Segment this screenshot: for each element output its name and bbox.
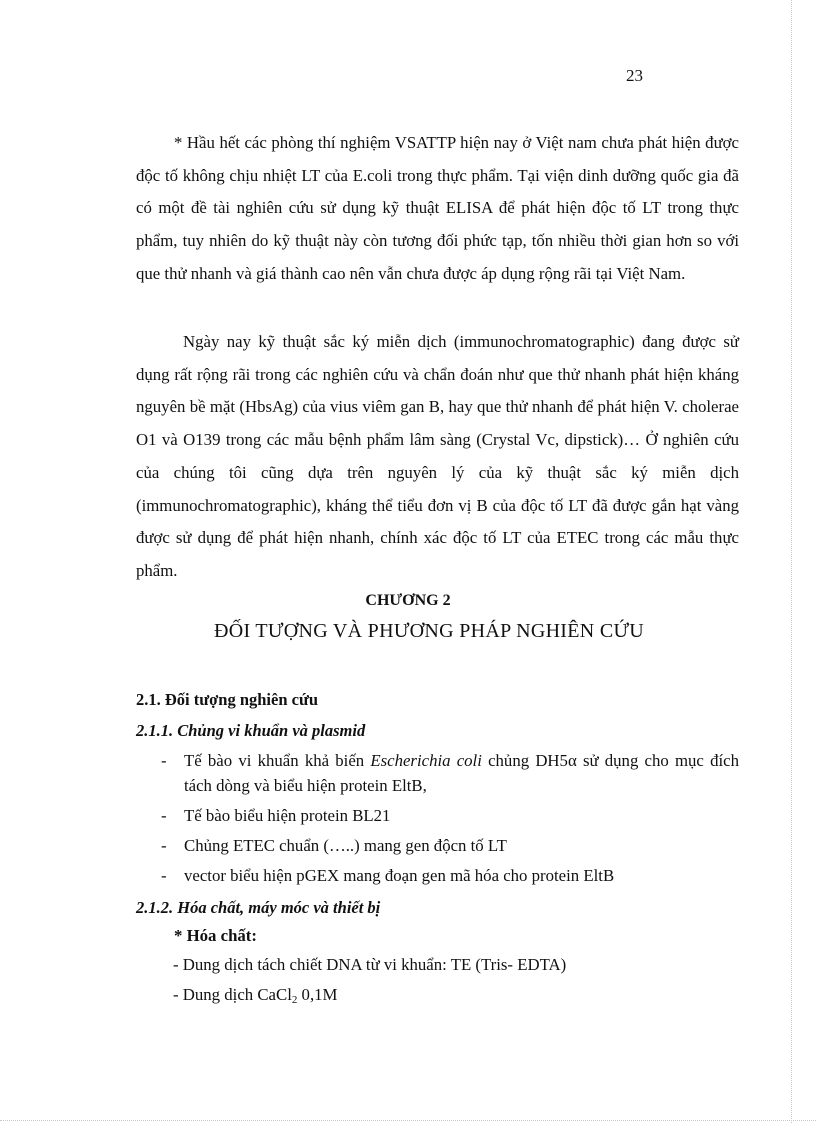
section-heading-2-1-2: 2.1.2. Hóa chất, máy móc và thiết bị	[136, 898, 381, 917]
page-border-bottom	[0, 1120, 816, 1121]
strain-list	[136, 748, 739, 893]
chemicals-heading: * Hóa chất:	[174, 926, 257, 945]
species-name: Escherichia coli	[370, 751, 482, 770]
chapter-title: ĐỐI TƯỢNG VÀ PHƯƠNG PHÁP NGHIÊN CỨU	[214, 620, 645, 642]
list-item: - Tế bào biểu hiện protein BL21	[136, 803, 739, 828]
bullet-dash: -	[161, 751, 167, 770]
bullet-dash: -	[161, 806, 167, 825]
list-item: - Tế bào vi khuẩn khả biến Escherichia coli chủng DH5α sử dụng cho mục đích tách dòng và biểu hiện protein EltB,	[136, 748, 739, 798]
list-item: - vector biểu hiện pGEX mang đoạn gen mã hóa cho protein EltB	[136, 863, 739, 888]
chemical-item: - Dung dịch CaCl$_2$ 0,1M	[173, 985, 338, 1006]
list-item: - Chủng ETEC chuẩn (…..) mang gen độcn tố LT	[136, 833, 739, 858]
section-heading-2-1-1: 2.1.1. Chủng vi khuẩn và plasmid	[136, 721, 366, 740]
bullet-dash: -	[161, 866, 167, 885]
paragraph-1: * Hầu hết các phòng thí nghiệm VSATTP hiện nay ở Việt nam chưa phát hiện được độc tố không chịu nhiệt LT của E.coli trong thực phẩm. Tại viện dinh dưỡng quốc gia đã có một đề tài nghiên cứu sử dụng kỹ thuật ELISA để phát hiện độc tố LT trong thực phẩm, tuy nhiên do kỹ thuật này còn tương đối phức tạp, tốn nhiều thời gian hơn so với que thử nhanh và giá thành cao nên vẫn chưa được áp dụng rộng rãi tại Việt Nam.	[136, 133, 739, 283]
chapter-label: CHƯƠNG 2	[365, 592, 451, 609]
bullet-dash: -	[161, 836, 167, 855]
page-border-right	[791, 0, 792, 1123]
page-number: 23	[626, 66, 643, 85]
section-heading-2-1: 2.1. Đối tượng nghiên cứu	[136, 690, 319, 709]
paragraph-2: Ngày nay kỹ thuật sắc ký miễn dịch (immunochromatographic) đang được sử dụng rất rộng rãi trong các nghiên cứu và chẩn đoán như que thử nhanh phát hiện kháng nguyên bề mặt (HbsAg) của vius viêm gan B, hay que thử nhanh để phát hiện V. cholerae O1 và O139 trong các mẫu bệnh phẩm lâm sàng (Crystal Vc, dipstick)… Ở nghiên cứu của chúng tôi cũng dựa trên nguyên lý của kỹ thuật sắc ký miễn dịch (immunochromatographic), kháng thể tiểu đơn vị B của độc tố LT đã được gắn hạt vàng được sử dụng để phát hiện nhanh, chính xác độc tố LT của ETEC trong các mẫu thực phẩm.	[136, 332, 739, 580]
chemical-item: - Dung dịch tách chiết DNA từ vi khuẩn: TE (Tris- EDTA)	[173, 955, 567, 974]
